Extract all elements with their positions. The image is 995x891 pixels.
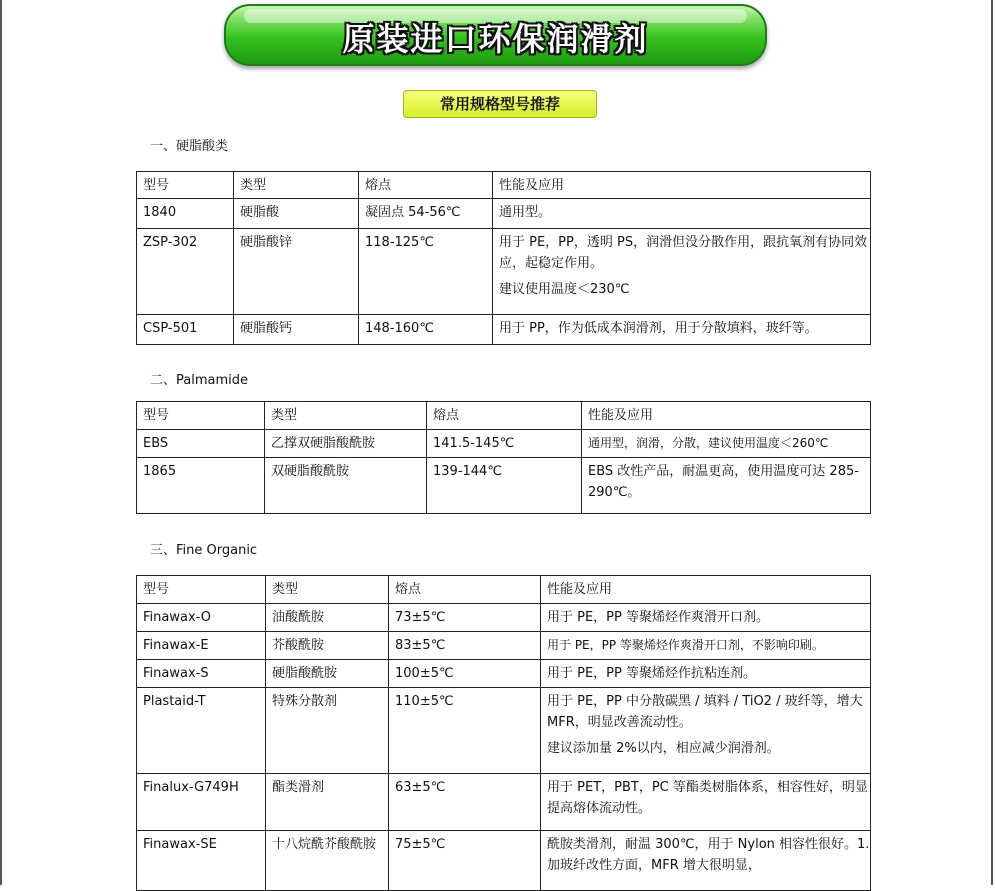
cell-type: 酯类滑剂 [266, 774, 389, 831]
header-melting-point: 熔点 [427, 402, 582, 430]
header-type: 类型 [234, 172, 359, 199]
table-row [137, 604, 871, 632]
table-row [137, 315, 871, 345]
cell-usage: 用于 PE，PP 等聚烯烃作爽滑开口剂。 [541, 604, 871, 632]
cell-usage: 用于 PE，PP 中分散碳黑 / 填料 / TiO2 / 玻纤等，增大 MFR，明显改善流动性。 建议添加量 2%以内，相应减少润滑剂。 [541, 688, 871, 774]
table-header-row [137, 172, 871, 199]
page-right-border [991, 0, 993, 885]
cell-model: Finawax-S [137, 660, 266, 688]
cell-model: 1865 [137, 458, 265, 514]
header-model: 型号 [137, 576, 266, 604]
cell-type: 特殊分散剂 [266, 688, 389, 774]
cell-melting-point: 110±5℃ [389, 688, 541, 774]
table-row [137, 774, 871, 831]
cell-melting-point: 75±5℃ [389, 831, 541, 891]
cell-type: 乙撑双硬脂酸酰胺 [265, 430, 427, 458]
cell-melting-point: 118-125℃ [359, 229, 493, 315]
cell-melting-point: 148-160℃ [359, 315, 493, 345]
cell-usage: 用于 PP，作为低成本润滑剂，用于分散填料，玻纤等。 [493, 315, 871, 345]
cell-model: Finawax-SE [137, 831, 266, 891]
section-title-stearic: 一、硬脂酸类 [150, 139, 229, 154]
banner-title: 原装进口环保润滑剂 [342, 20, 649, 58]
page-left-border [0, 0, 2, 885]
cell-melting-point: 73±5℃ [389, 604, 541, 632]
cell-model: Finalux-G749H [137, 774, 266, 831]
cell-usage: 用于 PE，PP 等聚烯烃作爽滑开口剂，不影响印刷。 [541, 632, 871, 660]
cell-model: Finawax-E [137, 632, 266, 660]
header-type: 类型 [266, 576, 389, 604]
header-melting-point: 熔点 [359, 172, 493, 199]
table-header-row [137, 576, 871, 604]
cell-melting-point: 凝固点 54-56℃ [359, 199, 493, 229]
cell-type: 芥酸酰胺 [266, 632, 389, 660]
header-melting-point: 熔点 [389, 576, 541, 604]
table-fine-organic [136, 575, 871, 891]
cell-melting-point: 141.5-145℃ [427, 430, 582, 458]
cell-model: Plastaid-T [137, 688, 266, 774]
header-model: 型号 [137, 402, 265, 430]
table-row [137, 660, 871, 688]
cell-model: ZSP-302 [137, 229, 234, 315]
table-stearic-acids [136, 171, 871, 345]
cell-type: 硬脂酸 [234, 199, 359, 229]
cell-model: CSP-501 [137, 315, 234, 345]
table-row [137, 632, 871, 660]
table-row [137, 688, 871, 774]
cell-type: 硬脂酸钙 [234, 315, 359, 345]
cell-melting-point: 63±5℃ [389, 774, 541, 831]
table-palmamide [136, 401, 871, 514]
cell-model: 1840 [137, 199, 234, 229]
title-banner [224, 4, 767, 66]
header-usage: 性能及应用 [541, 576, 871, 604]
cell-model: EBS [137, 430, 265, 458]
cell-melting-point: 139-144℃ [427, 458, 582, 514]
cell-usage: 用于 PE，PP 等聚烯烃作抗粘连剂。 [541, 660, 871, 688]
cell-type: 油酸酰胺 [266, 604, 389, 632]
cell-usage: EBS 改性产品，耐温更高，使用温度可达 285-290℃。 [582, 458, 871, 514]
table-row [137, 430, 871, 458]
cell-usage: 用于 PET，PBT，PC 等酯类树脂体系，相容性好，明显提高熔体流动性。 [541, 774, 871, 831]
table-row [137, 458, 871, 514]
cell-melting-point: 100±5℃ [389, 660, 541, 688]
section-title-palmamide: 二、Palmamide [150, 373, 248, 388]
table-header-row [137, 402, 871, 430]
header-type: 类型 [265, 402, 427, 430]
cell-usage: 通用型，润滑，分散，建议使用温度＜260℃ [582, 430, 871, 458]
cell-usage: 通用型。 [493, 199, 871, 229]
header-usage: 性能及应用 [493, 172, 871, 199]
cell-usage: 酰胺类滑剂，耐温 300℃，用于 Nylon 相容性很好。1. 加玻纤改性方面，MFR 增大很明显， [541, 831, 871, 891]
table-row [137, 831, 871, 891]
section-title-fine-organic: 三、Fine Organic [150, 543, 258, 558]
recommended-models-label: 常用规格型号推荐 [403, 90, 597, 118]
header-model: 型号 [137, 172, 234, 199]
cell-usage: 用于 PE，PP，透明 PS，润滑但没分散作用，跟抗氧剂有协同效应，起稳定作用。 建议使用温度＜230℃ [493, 229, 871, 315]
cell-melting-point: 83±5℃ [389, 632, 541, 660]
table-row [137, 229, 871, 315]
cell-type: 硬脂酸酰胺 [266, 660, 389, 688]
cell-type: 硬脂酸锌 [234, 229, 359, 315]
cell-type: 双硬脂酸酰胺 [265, 458, 427, 514]
cell-type: 十八烷酰芥酸酰胺 [266, 831, 389, 891]
header-usage: 性能及应用 [582, 402, 871, 430]
table-row [137, 199, 871, 229]
cell-model: Finawax-O [137, 604, 266, 632]
